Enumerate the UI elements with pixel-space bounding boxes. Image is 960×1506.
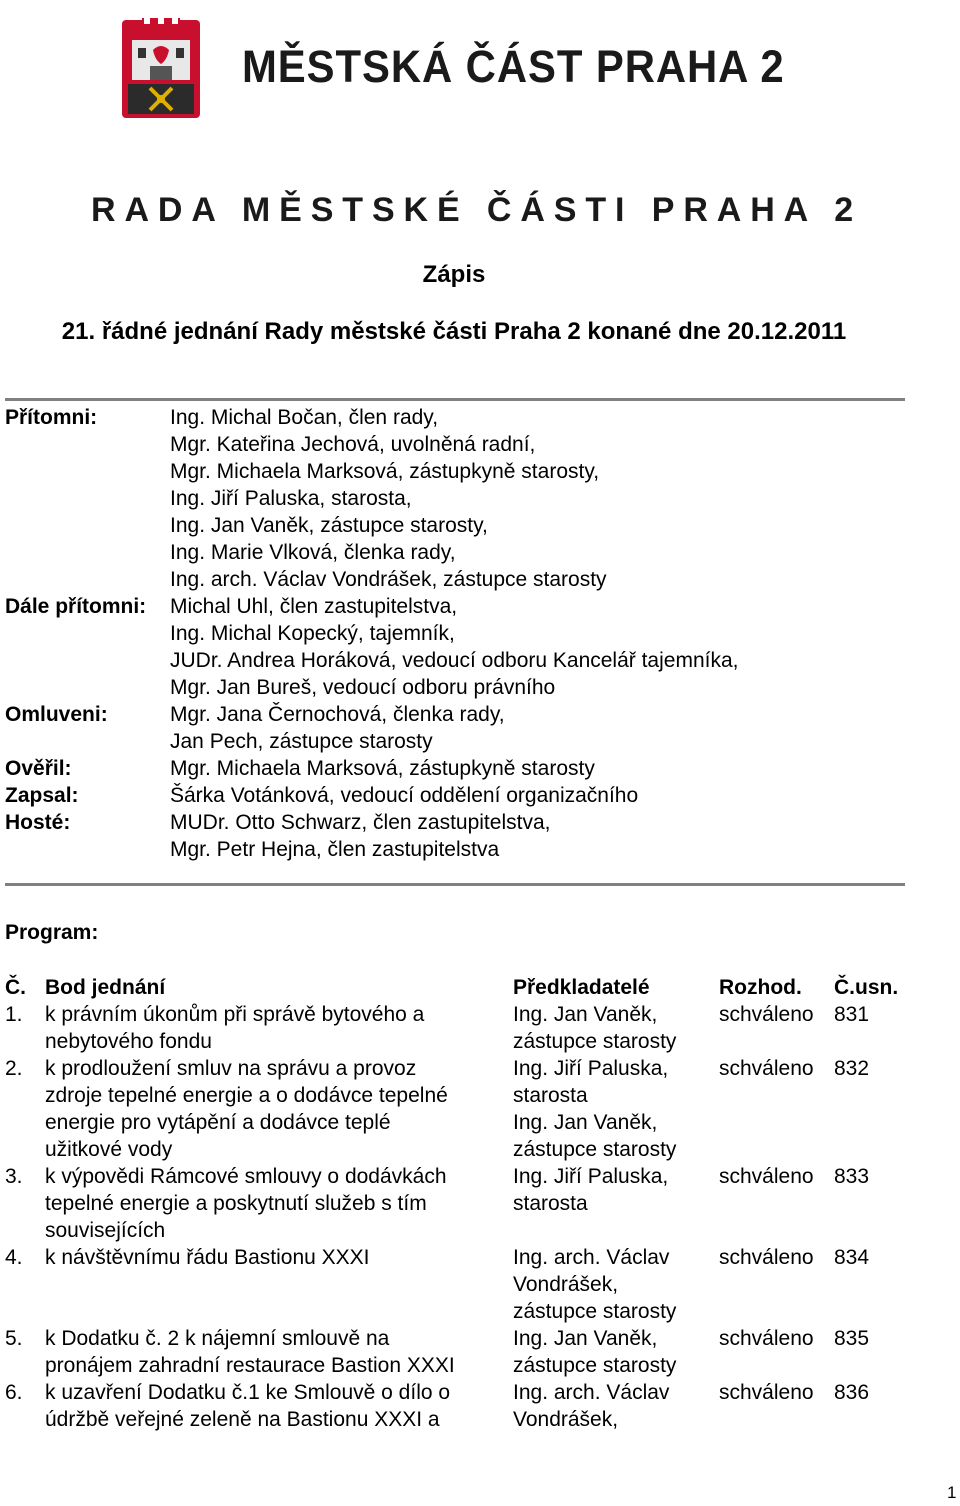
column-header-resolution: Č.usn.	[834, 976, 899, 999]
row-submitter: Ing. Jiří Paluska, starosta	[513, 1165, 669, 1215]
row-decision: schváleno	[719, 1057, 814, 1080]
row-resolution: 834	[834, 1246, 870, 1269]
row-resolution: 832	[834, 1057, 870, 1080]
column-header-item: Bod jednání	[45, 976, 166, 999]
row-resolution: 833	[834, 1165, 870, 1188]
row-item: k právním úkonům při správě bytového a nebytového fondu	[45, 1003, 425, 1053]
program-heading: Program:	[5, 921, 99, 944]
row-submitter: Ing. Jan Vaněk, zástupce starosty	[513, 1327, 677, 1377]
excused-label: Omluveni:	[5, 703, 108, 726]
excused-member: Mgr. Jana Černochová, členka rady,	[170, 703, 505, 726]
present-member: Ing. arch. Václav Vondrášek, zástupce starosty	[170, 568, 607, 591]
also-present-label: Dále přítomni:	[5, 595, 147, 618]
present-member: Ing. Marie Vlková, členka rady,	[170, 541, 456, 564]
council-title: RADA MĚSTSKÉ ČÁSTI PRAHA 2	[91, 191, 863, 229]
recorded-label: Zapsal:	[5, 784, 79, 807]
also-present-member: JUDr. Andrea Horáková, vedoucí odboru Kancelář tajemníka,	[170, 649, 739, 672]
verified-label: Ověřil:	[5, 757, 72, 780]
guest: MUDr. Otto Schwarz, člen zastupitelstva,	[170, 811, 551, 834]
present-member: Mgr. Michaela Marksová, zástupkyně starosty,	[170, 460, 600, 483]
row-submitter: Ing. arch. Václav Vondrášek, zástupce starosty	[513, 1246, 677, 1323]
present-member: Ing. Michal Bočan, člen rady,	[170, 406, 439, 429]
row-decision: schváleno	[719, 1327, 814, 1350]
row-submitter: Ing. Jiří Paluska, starosta Ing. Jan Vaněk, zástupce starosty	[513, 1057, 677, 1161]
present-label: Přítomni:	[5, 406, 98, 429]
row-decision: schváleno	[719, 1003, 814, 1026]
row-resolution: 835	[834, 1327, 870, 1350]
row-number: 5.	[5, 1327, 23, 1350]
row-item: k uzavření Dodatku č.1 ke Smlouvě o dílo o údržbě veřejné zeleně na Bastionu XXXI a	[45, 1381, 451, 1431]
column-header-decision: Rozhod.	[719, 976, 802, 999]
row-resolution: 831	[834, 1003, 870, 1026]
row-item: k prodloužení smluv na správu a provoz zdroje tepelné energie a o dodávce tepelné energie pro vytápění a dodávce teplé užitkové vody	[45, 1057, 448, 1161]
recorded-by: Šárka Votánková, vedoucí oddělení organizačního	[170, 784, 639, 807]
present-member: Mgr. Kateřina Jechová, uvolněná radní,	[170, 433, 536, 456]
row-decision: schváleno	[719, 1381, 814, 1404]
also-present-member: Michal Uhl, člen zastupitelstva,	[170, 595, 458, 618]
also-present-member: Ing. Michal Kopecký, tajemník,	[170, 622, 455, 645]
organization-name: MĚSTSKÁ ČÁST PRAHA 2	[242, 41, 785, 92]
meeting-description: 21. řádné jednání Rady městské části Praha 2 konané dne 20.12.2011	[61, 318, 847, 345]
row-decision: schváleno	[719, 1165, 814, 1188]
row-decision: schváleno	[719, 1246, 814, 1269]
divider-bottom	[5, 883, 905, 886]
also-present-member: Mgr. Jan Bureš, vedoucí odboru právního	[170, 676, 556, 699]
row-resolution: 836	[834, 1381, 870, 1404]
present-member: Ing. Jan Vaněk, zástupce starosty,	[170, 514, 488, 537]
row-submitter: Ing. arch. Václav Vondrášek,	[513, 1381, 670, 1431]
row-number: 1.	[5, 1003, 23, 1026]
row-number: 4.	[5, 1246, 23, 1269]
row-item: k návštěvnímu řádu Bastionu XXXI	[45, 1246, 370, 1269]
row-item: k výpovědi Rámcové smlouvy o dodávkách tepelné energie a poskytnutí služeb s tím souvisejících	[45, 1165, 447, 1242]
row-item: k Dodatku č. 2 k nájemní smlouvě na pronájem zahradní restaurace Bastion XXXI	[45, 1327, 455, 1377]
page-number: 1	[947, 1483, 957, 1502]
column-header-number: Č.	[5, 976, 26, 999]
row-number: 6.	[5, 1381, 23, 1404]
guests-label: Hosté:	[5, 811, 71, 834]
coat-of-arms-icon	[120, 18, 202, 120]
document-type: Zápis	[422, 261, 486, 288]
verified-by: Mgr. Michaela Marksová, zástupkyně starosty	[170, 757, 595, 780]
row-number: 2.	[5, 1057, 23, 1080]
row-submitter: Ing. Jan Vaněk, zástupce starosty	[513, 1003, 677, 1053]
excused-member: Jan Pech, zástupce starosty	[170, 730, 433, 753]
divider-top	[5, 398, 905, 401]
row-number: 3.	[5, 1165, 23, 1188]
present-member: Ing. Jiří Paluska, starosta,	[170, 487, 412, 510]
guest: Mgr. Petr Hejna, člen zastupitelstva	[170, 838, 500, 861]
column-header-submitter: Předkladatelé	[513, 976, 650, 999]
